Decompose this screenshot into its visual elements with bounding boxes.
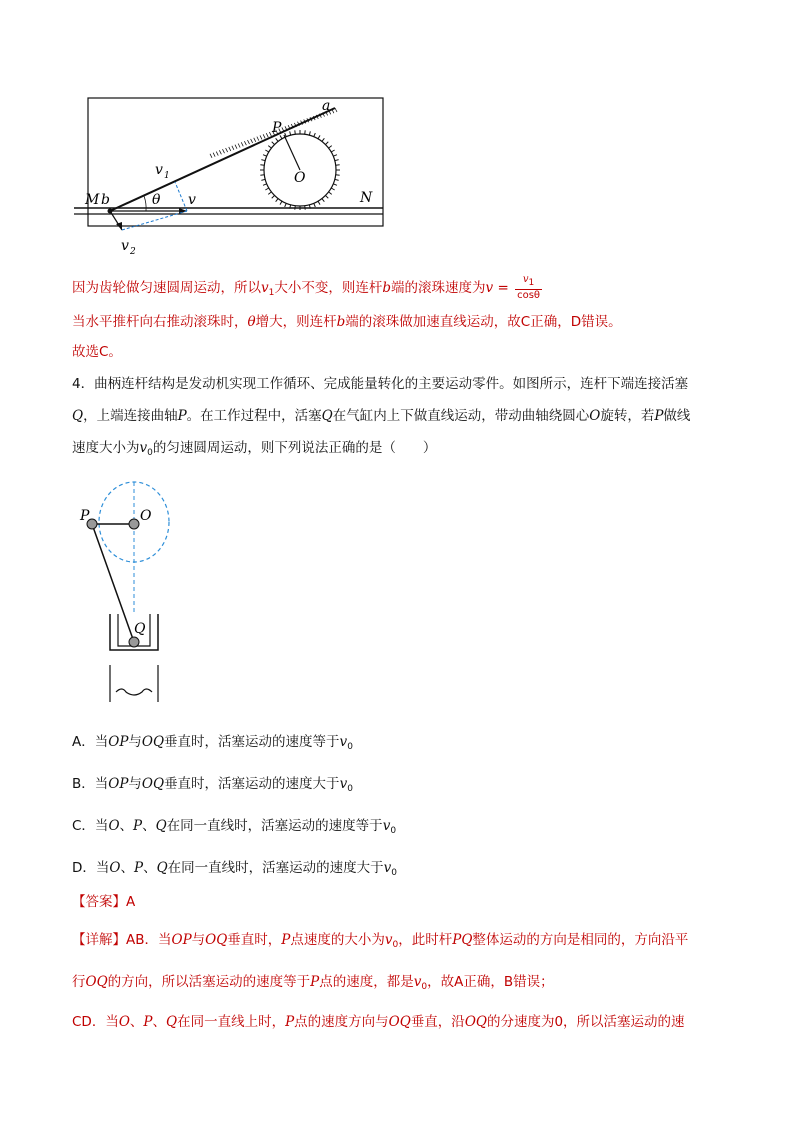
label-v1: v (155, 162, 163, 178)
gear-tooth (331, 150, 334, 152)
gear-tooth (322, 138, 324, 141)
crank-figure (70, 480, 190, 710)
gear-tooth (329, 146, 332, 148)
gear-tooth (290, 131, 291, 135)
label-P2: P (80, 508, 90, 524)
connecting-rod (92, 524, 134, 642)
rod-tooth (266, 133, 268, 137)
gear-tooth (325, 142, 328, 145)
gear-tooth (263, 184, 267, 186)
gear-tooth (335, 179, 339, 180)
rod-tooth (263, 134, 265, 138)
gear-tooth (263, 155, 267, 157)
figure-frame (88, 98, 383, 226)
rod-tooth (248, 140, 250, 144)
question-line-3: 速度大小为$v_0$的匀速圆周运动，则下列说法正确的是（ ） (72, 440, 437, 458)
gear-tooth (272, 195, 275, 198)
gear-tooth (261, 160, 265, 161)
answer-line (72, 892, 135, 912)
answer-value: A (126, 894, 136, 910)
rod-tooth (210, 154, 212, 158)
rod-tooth (257, 137, 259, 141)
gear-tooth (336, 175, 340, 176)
detail-line-2: 行OQ的方向，所以活塞运动的速度等于P点的速度，都是$v_0$，故A正确，B错误； (72, 974, 554, 992)
explanation-line-1: 因为齿轮做匀速圆周运动，所以$v_1$大小不变，则连杆b端的滚珠速度为v = $\frac{v_1}{\cos\theta}$ (72, 274, 541, 301)
gear-tooth (268, 192, 271, 194)
formula-fraction: $\frac{v_1}{\cos\theta}$ (517, 274, 541, 301)
label-O2: O (140, 508, 152, 524)
label-theta: θ (152, 192, 161, 208)
detail-line-3: CD．当O、P、Q在同一直线上时，P点的速度方向与OQ垂直，沿OQ的分速度为0，所以活塞运动的速 (72, 1014, 685, 1030)
gear-tooth (272, 142, 275, 145)
label-P: P (272, 120, 282, 136)
gear-tooth (322, 199, 324, 202)
question-line-2: Q，上端连接曲轴P。在工作过程中，活塞Q在气缸内上下做直线运动，带动曲轴绕圆心O旋转，若P做线 (72, 408, 691, 424)
rod-tooth (232, 146, 234, 150)
rod-tooth (251, 139, 253, 143)
label-a: a (322, 98, 331, 114)
gear-tooth (318, 201, 320, 204)
option-d[interactable]: D．当O、P、Q在同一直线时，活塞运动的速度大于$v_0$ (72, 860, 398, 878)
label-v2-sub: 2 (130, 247, 136, 257)
gear-tooth (331, 188, 334, 190)
gear-tooth (260, 175, 264, 176)
gear-tooth (336, 165, 340, 166)
break-mark (116, 689, 152, 695)
gear-tooth (265, 188, 268, 190)
gear-tooth (333, 155, 337, 157)
gear-tooth (276, 138, 278, 141)
question-line-1: 4．曲柄连杆结构是发动机实现工作循环、完成能量转化的主要运动零件。如图所示，连杆下端连接活塞 (72, 376, 689, 392)
label-O: O (294, 170, 306, 186)
gear-tooth (309, 131, 310, 135)
gear-tooth (314, 203, 316, 207)
rod-tooth (260, 135, 262, 139)
answer-label: 【答案】 (72, 894, 126, 910)
rod-tooth (238, 143, 240, 147)
explanation-line-2: 当水平推杆向右推动滚珠时，θ增大，则连杆b端的滚珠做加速直线运动，故C正确，D错误。 (72, 314, 622, 330)
rod-tooth (226, 148, 228, 152)
gear-tooth (333, 184, 337, 186)
label-Q2: Q (134, 621, 146, 637)
gear-tooth (335, 160, 339, 161)
option-a[interactable]: A．当OP与OQ垂直时，活塞运动的速度等于$v_0$ (72, 734, 353, 752)
gear-tooth (261, 179, 265, 180)
label-v1-sub: 1 (164, 171, 170, 181)
gear-tooth (305, 130, 306, 134)
rod-tooth (241, 142, 243, 146)
gear-tooth (295, 206, 296, 210)
explanation-line-3: 故选C。 (72, 344, 122, 360)
label-v2: v (121, 238, 129, 254)
option-c[interactable]: C．当O、P、Q在同一直线时，活塞运动的速度等于$v_0$ (72, 818, 397, 836)
gear-tooth (295, 130, 296, 134)
rod-tooth (213, 153, 215, 157)
rod-tooth (219, 150, 221, 154)
dash-right (175, 182, 187, 211)
rod-tooth (235, 145, 237, 149)
rod-tooth (335, 108, 337, 112)
option-b[interactable]: B．当OP与OQ垂直时，活塞运动的速度大于$v_0$ (72, 776, 353, 794)
label-M: M (85, 192, 100, 208)
rod-tooth (216, 152, 218, 156)
gear-tooth (318, 135, 320, 138)
rod-tooth (254, 138, 256, 142)
point-Q (129, 637, 139, 647)
gear-tooth (305, 206, 306, 210)
detail-line-1: 【详解】AB．当OP与OQ垂直时，P点速度的大小为$v_0$，此时杆PQ整体运动的方向是相同的，方向沿平 (72, 932, 689, 950)
gear-tooth (280, 201, 282, 204)
gear-tooth (314, 133, 316, 137)
rod-tooth (229, 147, 231, 151)
label-b: b (101, 192, 110, 208)
gear-tooth (265, 150, 268, 152)
gear-tooth (276, 199, 278, 202)
gear-rod-figure (60, 90, 400, 270)
gear-tooth (260, 165, 264, 166)
label-N: N (360, 190, 373, 206)
rod-tooth (223, 149, 225, 153)
gear-tooth (285, 203, 287, 207)
label-v: v (188, 192, 196, 208)
gear-tooth (329, 192, 332, 194)
gear-tooth (325, 195, 328, 198)
point-O (129, 519, 139, 529)
rod-tooth (244, 141, 246, 145)
gear-tooth (268, 146, 271, 148)
